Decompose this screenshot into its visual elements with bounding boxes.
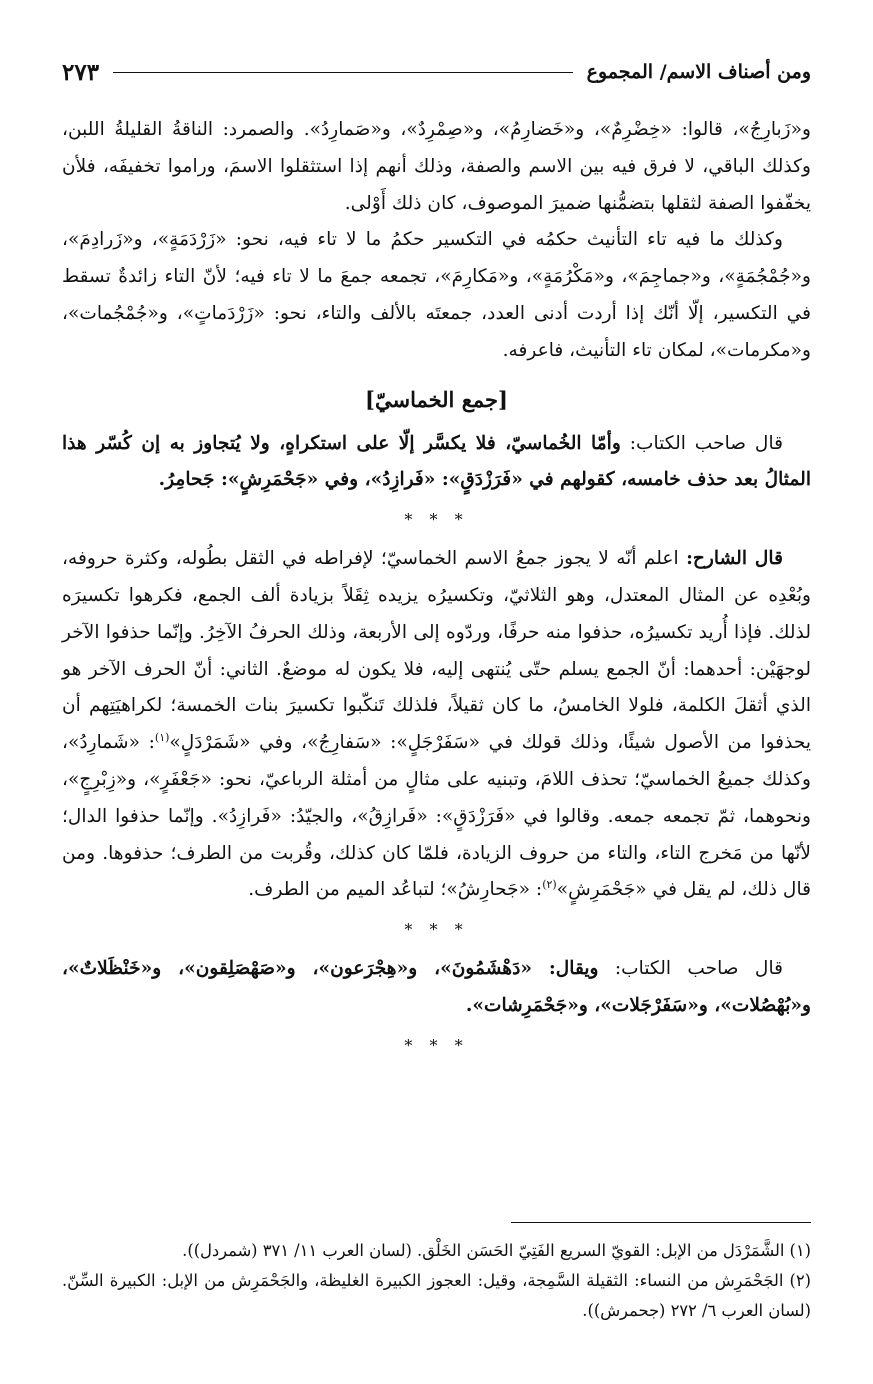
- author-intro-2: قال صاحب الكتاب:: [614, 958, 783, 980]
- commentary-paragraph: [62, 541, 811, 909]
- author-text-2: [62, 951, 811, 1025]
- footnotes: [62, 1236, 811, 1326]
- author-quote: وأمّا الخُماسيّ، فلا يكسَّر إلّا على استكراهٍ، ولا يُتجاوز به إن كُسّر هذا المثالُ بعد حذف خامسه، كقولهم في «فَرَزْدَقٍ»: «فَرازِدُ»، وفي «جَحْمَرِشٍ»: جَحامِرُ.: [62, 432, 811, 491]
- separator-stars-2: * * *: [404, 920, 469, 940]
- separator-stars-1: * * *: [404, 510, 469, 530]
- commentary-lead: قال الشارح:: [686, 548, 783, 570]
- footnote-ref-2[interactable]: (٢): [542, 878, 557, 892]
- main-text: [62, 112, 811, 1067]
- chapter-title: ومن أصناف الاسم/ المجموع: [586, 61, 811, 83]
- commentary-part-1: اعلم أنّه لا يجوز جمعُ الاسم الخماسيّ؛ لإفراطه في الثقل بطُوله، وكثرة حروفه، وبُعْدِه عن المثال المعتدل، وهو الثلاثيّ، وتكسيرُه يزيده ثِقَلاً بزيادة ألف الجمع، فكرهوا تكسيرَه لذلك. فإذا أُريد تكسيرُه، حذفوا منه حرفًا، وردّوه إلى الأربعة، وذلك الحرفُ الآخِرُ. وإنّما حذفوا الآخر لوجهَيْن: أحدهما: أنّ الجمع يسلم حتّى يُنتهى إليه، فلا يكون له موضعٌ. الثاني: أنّ الحرف الآخر هو الذي أثقلَ الكلمة، فلولا الخامسُ، ما كان ثقيلاً، فلذلك تَنكّبوا تكسيرَ بنات الخمسة؛ لكراهيَتِهم أن يحذفوا من الأصول شيئًا، وذلك قولك في «سَفَرْجَلٍ»: «سَفارِجُ»، وفي «شَمَرْدَلٍ»: [62, 548, 812, 754]
- footnote-1: (١) الشَّمَرْدَل من الإبل: القويّ السريع الفَتِيّ الحَسَن الخَلْق. (لسان العرب ١١/ ٣٧١ (شمردل)).: [182, 1241, 811, 1260]
- author-quote-2: ويقال: «دَهْشَمُونَ»، و«هِجْرَعون»، و«صَهْصَلِقون»، و«خَنْظَلاتٌ»، و«بُهْصُلات»، و«سَفَرْجَلات»، و«جَحْمَرِشات».: [62, 958, 811, 1016]
- separator-stars-3: * * *: [404, 1035, 469, 1055]
- footnote-rule: [511, 1222, 811, 1223]
- commentary-part-2: : «شَمارِدُ»، وكذلك جميعُ الخماسيّ؛ تحذف اللامَ، وتبنيه على مثالٍ من أمثلة الرباعيّ، نحو: «جَعْفَرٍ»، و«زِبْرِجٍ»، ونحوهما، ثمّ تجمعه جمعه. وقالوا في «فَرَزْدَقٍ»: «فَرازِقُ»، والجيّدُ: «فَرازِدُ». وإنّما حذفوا الدال؛ لأنّها من مَخرج التاء، والتاء من حروف الزيادة، فلمّا كان كذلك، وقُربت من الطرف؛ حذفوها. ومن قال ذلك، لم يقل في «جَحْمَرِشٍ»: [62, 732, 811, 901]
- footnote-2: (٢) الجَحْمَرِش من النساء: الثقيلة السَّمِجة، وقيل: العجوز الكبيرة الغليظة، والجَحْمَرِش من الإبل: الكبيرة السِّنّ. (لسان العرب ٦/ ٢٧٢ (جحمرش)).: [62, 1271, 811, 1320]
- author-intro: قال صاحب الكتاب:: [629, 432, 783, 454]
- page-number: ٢٧٣: [62, 58, 100, 86]
- commentary-part-3: : «جَحارِشُ»؛ لتباعُد الميم من الطرف.: [248, 879, 543, 901]
- section-heading: [جمع الخماسيّ]: [365, 386, 508, 412]
- running-header: [62, 52, 811, 92]
- paragraph-2: وكذلك ما فيه تاء التأنيث حكمُه في التكسير حكمُ ما لا تاء فيه، نحو: «زَرْدَمَةٍ»، و«زَرادِمَ»، و«جُمْجُمَةٍ»، و«جماجِمَ»، و«مَكْرُمَةٍ»، و«مَكارِمَ»، تجمعه جمعَ ما لا تاء فيه؛ لأنّ التاء زائدةٌ تسقط في التكسير، إلّا أنّك إذا أردت أدنى العدد، جمعتَه بالألف والتاء، نحو: «زَرْدَماتٍ»، و«جُمْجُمات»، و«مكرمات»، لمكان تاء التأنيث، فاعرفه.: [62, 229, 811, 361]
- footnote-ref-1[interactable]: (١): [154, 730, 170, 744]
- author-text: [62, 426, 811, 500]
- paragraph-1: و«زَبارِجُ»، قالوا: «خِضْرِمٌ»، و«خَضارِمُ»، و«صِمْرِدٌ»، و«صَمارِدُ». والصمرد: الناقةُ القليلةُ اللبن، وكذلك الباقي، لا فرق فيه بين الاسم والصفة، وذلك أنهم إذا استثقلوا الاسمَ، وراموا تخفيفَه، فلأن يخفّفوا الصفة لثقلها بتضمُّنها ضميرَ الموصوف، كان ذلك أَوْلى.: [62, 119, 811, 214]
- header-rule: [113, 72, 573, 73]
